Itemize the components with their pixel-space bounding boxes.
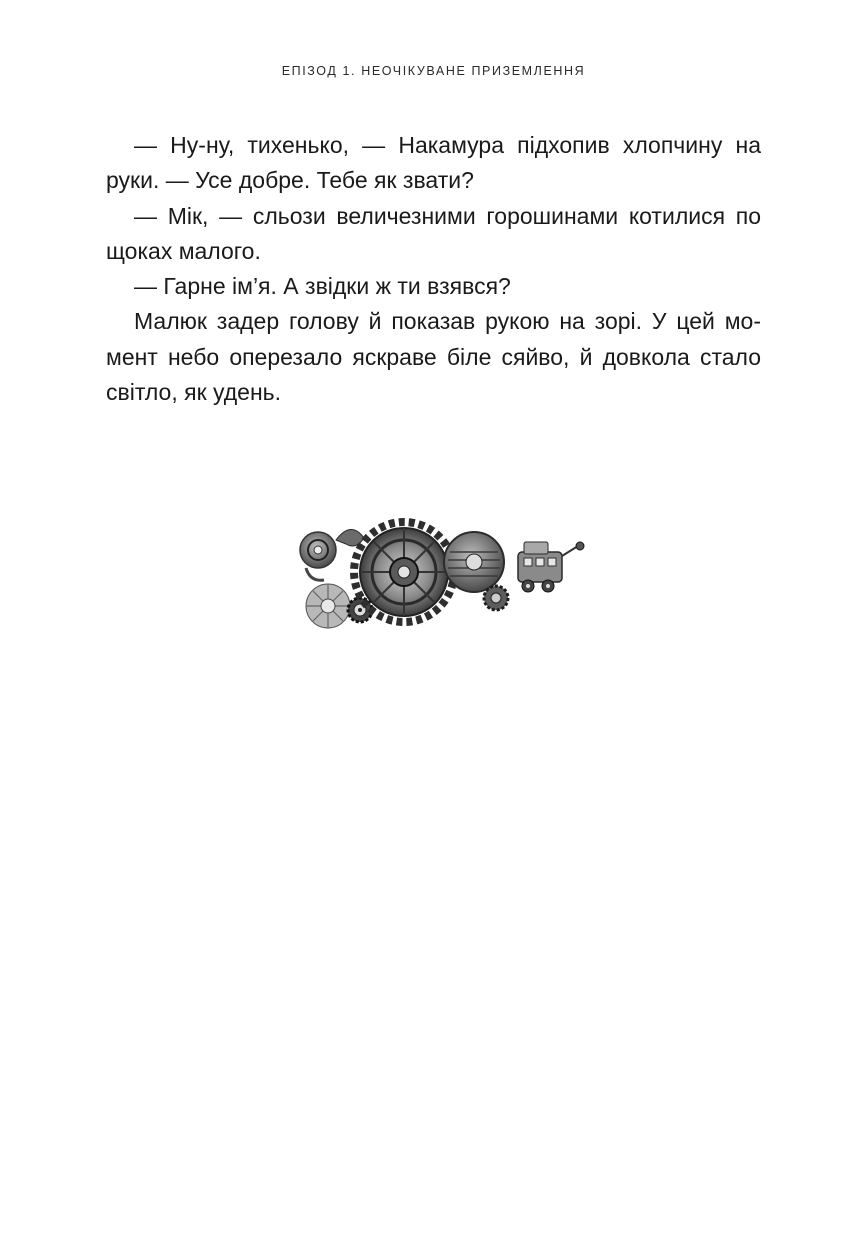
paragraph: — Ну-ну, тихенько, — Накамура підхопив хлопчину на руки. — Усе добре. Тебе як звати? xyxy=(106,132,761,194)
paragraph: Малюк задер голову й показав рукою на зорі. У цей момент небо оперезало яскраве біле сяйво, й довкола стало світло, як удень. xyxy=(106,308,761,406)
paragraph: — Мік, — сльози величезними горошинами котилися по щоках малого. xyxy=(106,202,761,264)
body-text xyxy=(106,128,761,410)
running-header: ЕПІЗОД 1. НЕОЧІКУВАНЕ ПРИЗЕМЛЕННЯ xyxy=(281,64,586,78)
steampunk-gears-machine-icon xyxy=(296,510,588,636)
paragraph: — Гарне ім’я. А звідки ж ти взявся? xyxy=(134,273,511,300)
